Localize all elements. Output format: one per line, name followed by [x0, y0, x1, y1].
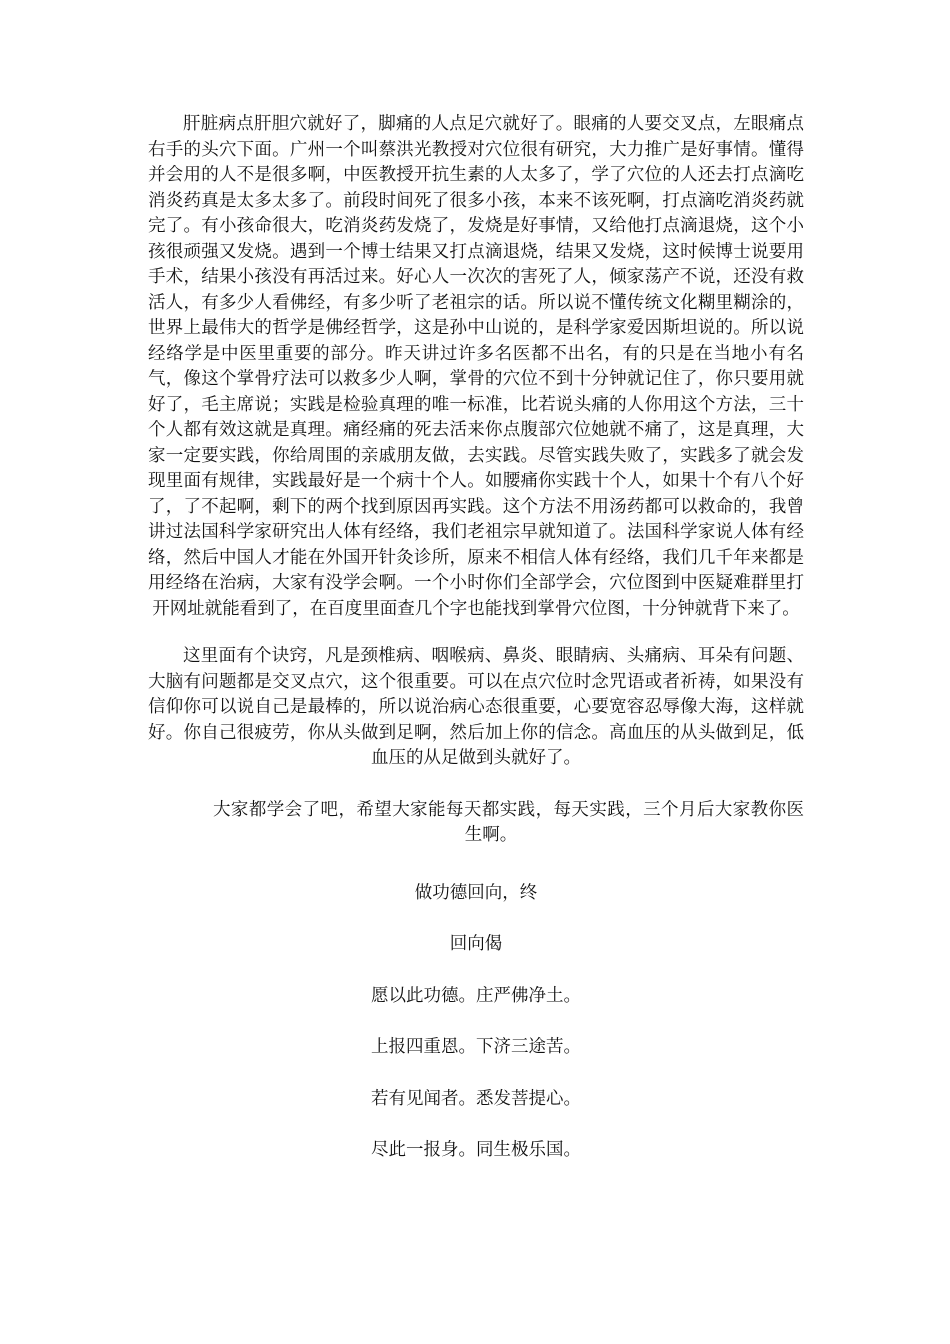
- paragraph-daily-practice: 大家都学会了吧，希望大家能每天都实践，每天实践，三个月后大家教你医生啊。: [213, 799, 804, 845]
- paragraph-acupoint-practice: 肝脏病点肝胆穴就好了，脚痛的人点足穴就好了。眼痛的人要交叉点，左眼痛点右手的头穴下面。广州一个叫蔡洪光教授对穴位很有研究，大力推广是好事情。懂得并会用的人不是很多啊，中医教授开抗生素的人太多了，学了穴位的人还去打点滴吃消炎药真是太多太多了。前段时间死了很多小孩，本来不该死啊，打点滴吃消炎药就完了。有小孩命很大，吃消炎药发烧了，发烧是好事情，又给他打点滴退烧，这个小孩很顽强又发烧。遇到一个博士结果又打点滴退烧，结果又发烧，这时候博士说要用手术，结果小孩没有再活过来。好心人一次次的害死了人，倾家荡产不说，还没有救活人，有多少人看佛经，有多少听了老祖宗的话。所以说不懂传统文化糊里糊涂的，世界上最伟大的哲学是佛经哲学，这是孙中山说的，是科学家爱因斯坦说的。所以说经络学是中医里重要的部分。昨天讲过许多名医都不出名，有的只是在当地小有名气，像这个掌骨疗法可以救多少人啊，掌骨的穴位不到十分钟就记住了，你只要用就好了，毛主席说；实践是检验真理的唯一标准，比若说头痛的人你用这个方法，三十个人都有效这就是真理。痛经痛的死去活来你点腹部穴位她就不痛了，这是真理，大家一定要实践，你给周围的亲戚朋友做，去实践。尽管实践失败了，实践多了就会发现里面有规律，实践最好是一个病十个人。如腰痛你实践十个人，如果十个有八个好了，了不起啊，剩下的两个找到原因再实践。这个方法不用汤药都可以救命的，我曾讲过法国科学家研究出人体有经络，我们老祖宗早就知道了。法国科学家说人体有经络，然后中国人才能在外国开针灸诊所，原来不相信人体有经络，我们几千年来都是用经络在治病，大家有没学会啊。一个小时你们全部学会，穴位图到中医疑难群里打开网址就能看到了，在百度里面查几个字也能找到掌骨穴位图，十分钟就背下来了。: [148, 114, 804, 619]
- verse-line: 上报四重恩。下济三途苦。: [371, 1037, 581, 1057]
- verse-line: 愿以此功德。庄严佛净土。: [371, 985, 581, 1006]
- verse-line: 尽此一报身。同生极乐国。: [371, 1140, 581, 1160]
- verse-title: 回向偈: [449, 934, 503, 954]
- dedication-line: 做功德回向，终: [414, 882, 538, 903]
- verse-line: 若有见闻者。悉发菩提心。: [371, 1088, 581, 1109]
- document-page: [148, 112, 804, 1190]
- paragraph-cross-point-tip: 这里面有个诀窍，凡是颈椎病、咽喉病、鼻炎、眼睛病、头痛病、耳朵有问题、大脑有问题都是交叉点穴，这个很重要。可以在点穴位时念咒语或者祈祷，如果没有信仰你可以说自己是最棒的，所以说治病心态很重要，心要宽容忍辱像大海，这样就好。你自己很疲劳，你从头做到足啊，然后加上你的信念。高血压的从头做到足，低血压的从足做到头就好了。: [148, 646, 804, 768]
